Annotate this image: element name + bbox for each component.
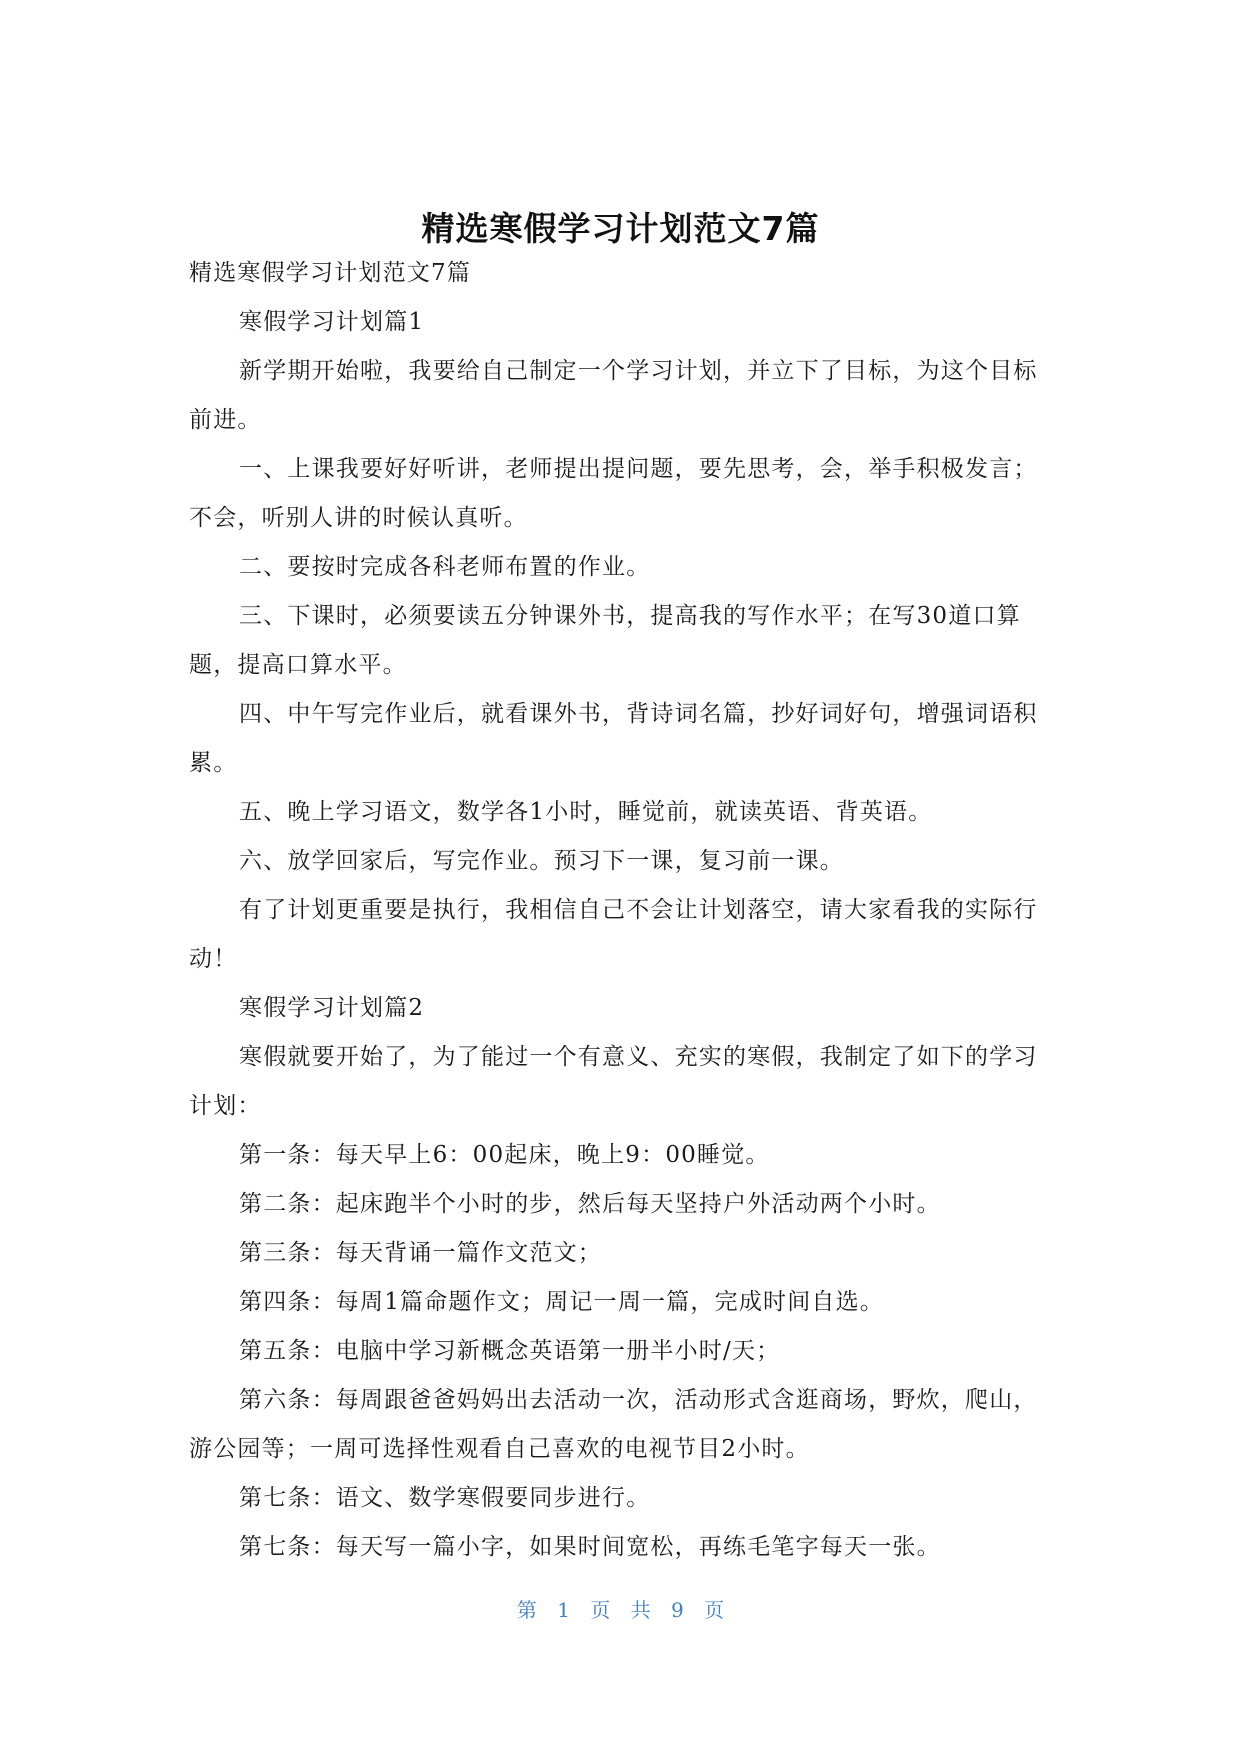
paragraph: 新学期开始啦，我要给自己制定一个学习计划，并立下了目标，为这个目标前进。 [189,358,1038,433]
paragraph: 一、上课我要好好听讲，老师提出提问题，要先思考，会，举手积极发言；不会，听别人讲的时候认真听。 [189,456,1038,531]
paragraph: 寒假就要开始了，为了能过一个有意义、充实的寒假，我制定了如下的学习计划： [189,1044,1038,1119]
paragraph: 五、晚上学习语文，数学各1小时，睡觉前，就读英语、背英语。 [239,799,933,825]
paragraph: 第七条：每天写一篇小字，如果时间宽松，再练毛笔字每天一张。 [239,1534,941,1560]
section-heading: 寒假学习计划篇2 [239,995,425,1021]
paragraph: 第一条：每天早上6：00起床，晚上9：00睡觉。 [239,1142,770,1168]
paragraph: 四、中午写完作业后，就看课外书，背诗词名篇，抄好词好句，增强词语积累。 [189,701,1038,776]
page-number: 第 1 页 共 9 页 [516,1598,725,1622]
paragraph: 三、下课时，必须要读五分钟课外书，提高我的写作水平；在写30道口算题，提高口算水平。 [189,603,1021,678]
paragraph: 六、放学回家后，写完作业。预习下一课，复习前一课。 [239,848,844,874]
paragraph: 有了计划更重要是执行，我相信自己不会让计划落空，请大家看我的实际行动！ [189,897,1038,972]
document-title: 精选寒假学习计划范文7篇 [421,209,820,249]
paragraph: 第六条：每周跟爸爸妈妈出去活动一次，活动形式含逛商场，野炊，爬山，游公园等；一周可选择性观看自己喜欢的电视节目2小时。 [189,1387,1038,1462]
paragraph: 第七条：语文、数学寒假要同步进行。 [239,1485,651,1511]
paragraph: 精选寒假学习计划范文7篇 [189,260,472,286]
document-body [189,249,1054,1572]
section-heading: 寒假学习计划篇1 [239,309,425,335]
paragraph: 第三条：每天背诵一篇作文范文； [239,1240,602,1266]
paragraph: 第五条：电脑中学习新概念英语第一册半小时/天； [239,1338,781,1364]
paragraph: 第四条：每周1篇命题作文；周记一周一篇，完成时间自选。 [239,1289,885,1315]
paragraph: 第二条：起床跑半个小时的步，然后每天坚持户外活动两个小时。 [239,1191,941,1217]
paragraph: 二、要按时完成各科老师布置的作业。 [239,554,651,580]
